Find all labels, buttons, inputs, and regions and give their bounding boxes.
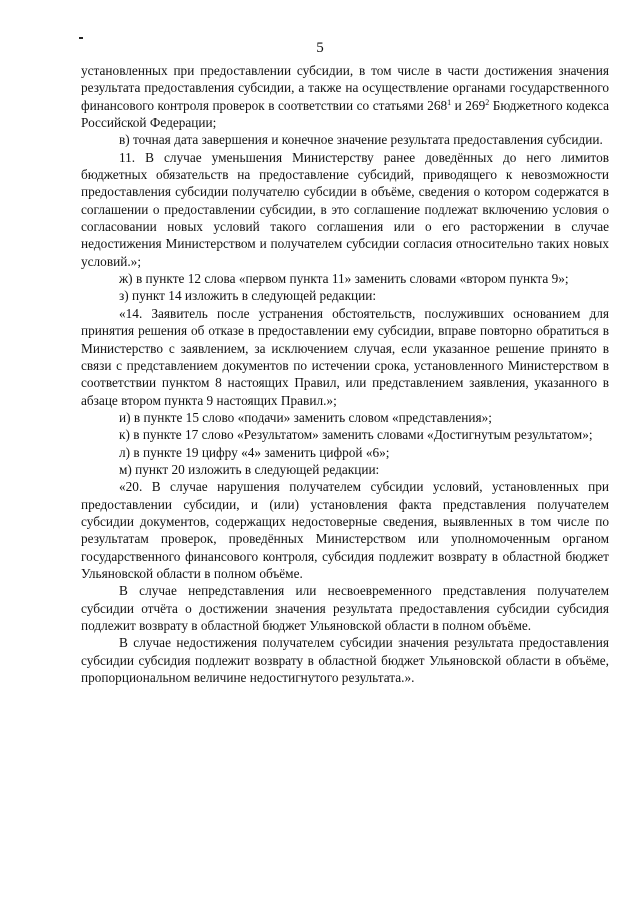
paragraph: и) в пункте 15 слово «подачи» заменить словом «представления»; (119, 409, 493, 425)
page-number: 5 (316, 40, 324, 56)
paragraph: в) точная дата завершения и конечное значение результата предоставления субсидии. (119, 132, 603, 148)
document-body (81, 62, 609, 686)
superscript: 1 (447, 97, 452, 107)
paragraph: з) пункт 14 изложить в следующей редакции: (119, 288, 377, 304)
paragraph: В случае недостижения получателем субсидии значения результата предоставления субсидии субсидия подлежит возврату в областной бюджет Ульяновской области в объёме, пропорциональном величине недостигнутого результата.». (81, 635, 609, 686)
paragraph-text: и 269 (451, 97, 486, 113)
paragraph: м) пункт 20 изложить в следующей редакции: (119, 461, 380, 477)
paragraph: л) в пункте 19 цифру «4» заменить цифрой «6»; (119, 444, 390, 460)
paragraph: ж) в пункте 12 слова «первом пункта 11» заменить словами «втором пункта 9»; (119, 271, 569, 287)
paragraph-text: Бюджетного кодекса Российской Федерации; (81, 97, 609, 131)
superscript: 2 (485, 97, 490, 107)
paragraph: «14. Заявитель после устранения обстоятельств, послуживших основанием для принятия решения об отказе в предоставлении ему субсидии, вправе повторно обратиться в Министерство с заявлением, за исключением случая, если указанное решение принято в связи с представлением документов по истечении срока, установленного Министерством в соответствии пунктом 8 настоящих Правил, или представлением заявления, указанного в абзаце втором пункта 9 настоящих Правил.»; (81, 305, 609, 408)
paragraph: 11. В случае уменьшения Министерству ранее доведённых до него лимитов бюджетных обязательств на предоставление субсидий, приводящего к невозможности предоставления субсидии получателю субсидии в объёме, сведения о котором содержатся в соглашении о предоставлении субсидии, в это соглашение подлежат включению условия о согласовании новых условий такого соглашения или о его расторжении в случае недостижения Министерством и получателем субсидии согласия относительно таких новых условий.»; (81, 149, 609, 269)
paragraph-continuation (81, 62, 609, 131)
paragraph: «20. В случае нарушения получателем субсидии условий, установленных при предоставлении субсидии, и (или) установления факта представления получателем субсидии документов, содержащих недостоверные сведения, выявленных в том числе по результатам проверок, проведённых Министерством или уполномоченным органом государственного финансового контроля, субсидия подлежит возврату в областной бюджет Ульяновской области в полном объёме. (81, 479, 609, 581)
paragraph: к) в пункте 17 слово «Результатом» заменить словами «Достигнутым результатом»; (119, 427, 593, 443)
scan-speck (79, 37, 83, 39)
paragraph-text: установленных при предоставлении субсидии, в том числе в части достижения значения результата предоставления субсидии, а также на осуществление органами государственного финансового контроля проверок в соответствии со статьями 268 (81, 63, 609, 113)
paragraph: В случае непредставления или несвоевременного представления получателем субсидии отчёта о достижении значения результата предоставления субсидии субсидия подлежит возврату в областной бюджет Ульяновской области в полном объёме. (81, 583, 609, 633)
